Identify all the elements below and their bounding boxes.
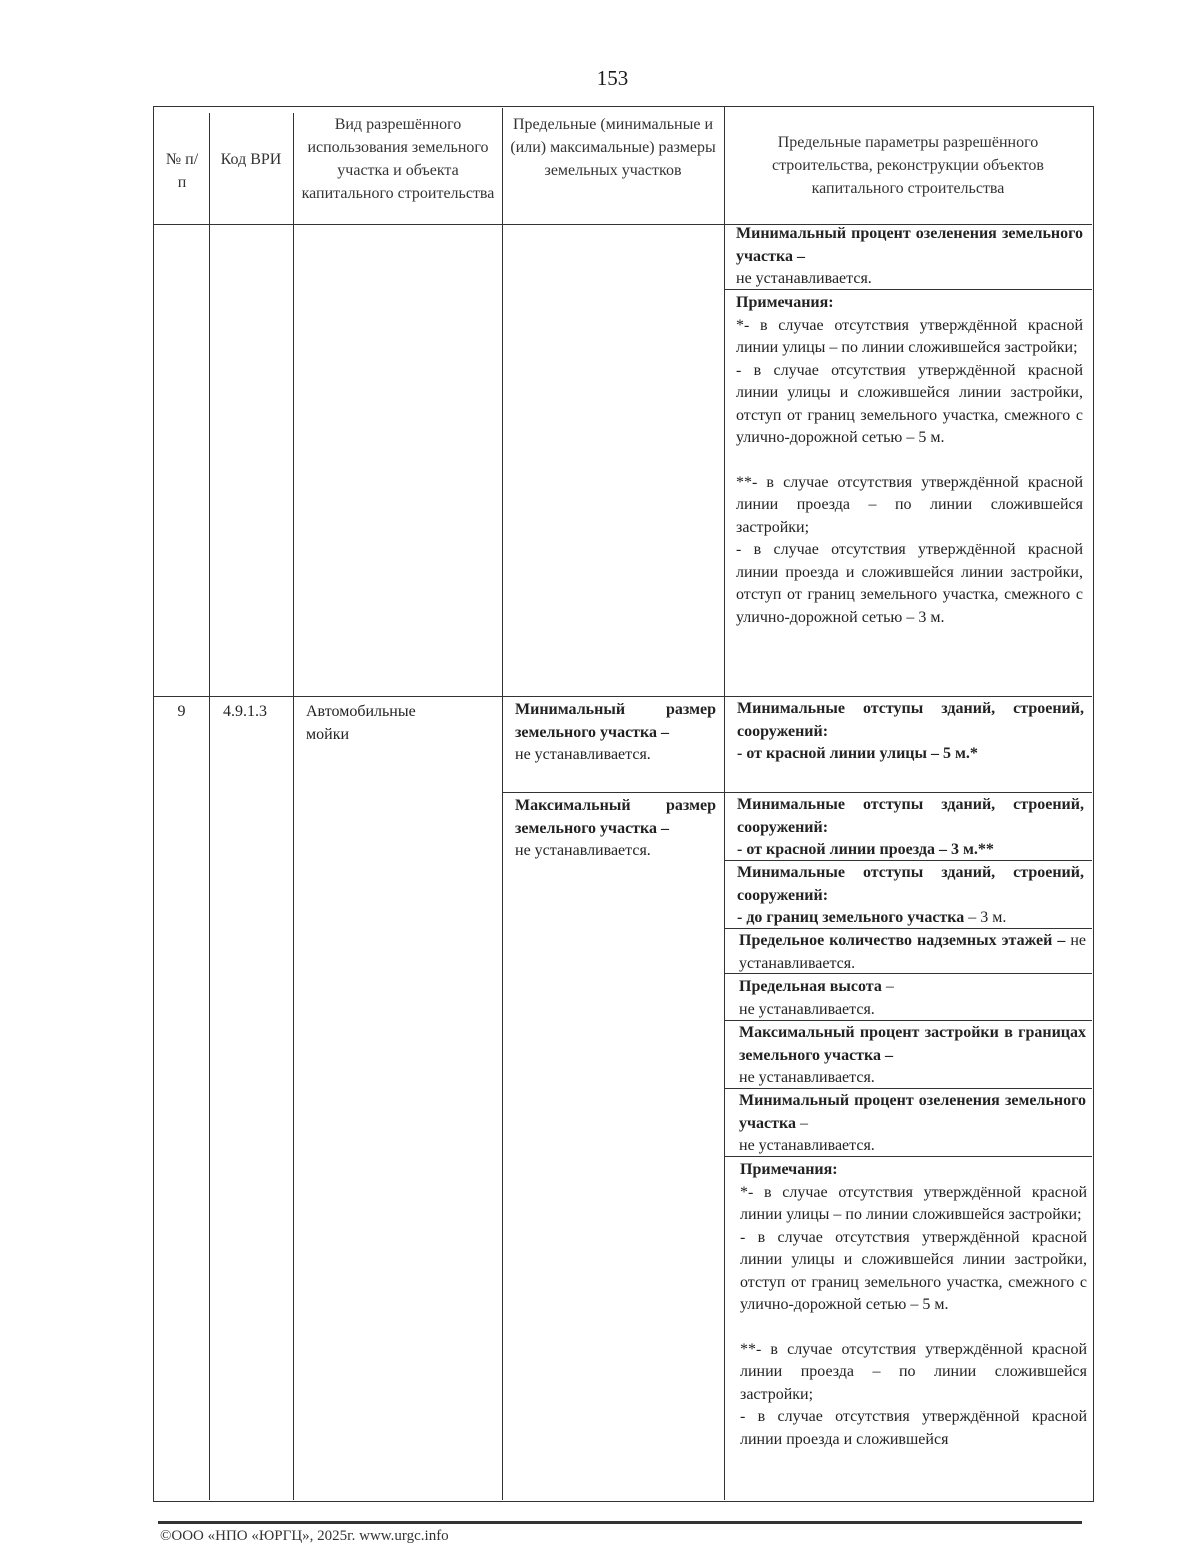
min-size-cell xyxy=(515,699,716,767)
header-params: Предельные параметры разрешённого строительства, реконструкции объектов капитального строительства xyxy=(772,134,1044,197)
min-size-label: Минимальный размер земельного участка – xyxy=(515,701,716,741)
note-4: - в случае отсутствия утверждённой красной линии проезда и сложившейся линии застройки, отступ от границ земельного участка, смежного с улично-дорожной сетью – 3 м. xyxy=(736,541,1083,626)
notes-title: Примечания: xyxy=(736,294,834,311)
param-height xyxy=(739,976,1086,1021)
param-floors xyxy=(739,930,1086,975)
param-dash: – xyxy=(795,1114,808,1132)
notes-cell-top xyxy=(736,292,1083,629)
note-3: **- в случае отсутствия утверждённой красной линии проезда – по линии сложившейся застройки; xyxy=(736,473,1083,536)
note-1: *- в случае отсутствия утверждённой красной линии улицы – по линии сложившейся застройки; xyxy=(736,316,1083,356)
param-setback-passage xyxy=(737,794,1084,862)
param-label: Минимальные отступы зданий, строений, сооружений: xyxy=(737,700,1084,740)
footer-rule xyxy=(158,1521,1082,1524)
green-label: Минимальный процент озеленения земельного участка – xyxy=(736,225,1083,265)
max-size-value: не устанавливается. xyxy=(515,842,651,859)
param-value: - от красной линии проезда – 3 м.** xyxy=(737,841,994,858)
param-label: Предельное количество надземных этажей – xyxy=(739,932,1066,949)
param-value: не устанавливается. xyxy=(739,932,1086,972)
header-kind: Вид разрешённого использования земельного участка и объекта капитального строительства xyxy=(301,116,495,202)
page-number: 153 xyxy=(596,66,629,90)
header-code: Код ВРИ xyxy=(220,151,282,168)
param-value: - от красной линии улицы – 5 м.* xyxy=(737,745,978,762)
notes-title: Примечания: xyxy=(740,1161,838,1178)
param-value-rest: – 3 м. xyxy=(964,909,1007,926)
cell-rule xyxy=(724,792,1092,793)
param-height-label xyxy=(739,976,1086,999)
cell-rule xyxy=(502,792,724,793)
notes-cell-row9 xyxy=(740,1159,1087,1451)
param-label: Минимальные отступы зданий, строений, сооружений: xyxy=(737,864,1084,904)
param-setback-border xyxy=(737,862,1084,930)
param-dash: – xyxy=(881,978,894,995)
param-value: не устанавливается. xyxy=(739,1069,875,1086)
footer-copyright: ©ООО «НПО «ЮРГЦ», 2025г. www.urgc.info xyxy=(160,1528,449,1544)
param-value-bold: - до границ земельного участка xyxy=(737,909,965,926)
col-divider xyxy=(724,106,725,1500)
note-1: *- в случае отсутствия утверждённой красной линии улицы – по линии сложившейся застройки; xyxy=(740,1183,1087,1223)
green-value: не устанавливается. xyxy=(736,270,872,287)
note-2: - в случае отсутствия утверждённой красной линии улицы и сложившейся линии застройки, отступ от границ земельного участка, смежного с улично-дорожной сетью – 5 м. xyxy=(736,361,1083,446)
col-divider xyxy=(502,108,503,1500)
param-greening xyxy=(739,1090,1086,1158)
row-rule xyxy=(153,696,1092,697)
param-floors-text xyxy=(739,930,1086,975)
min-size-value: не устанавливается. xyxy=(515,746,651,763)
note-2: - в случае отсутствия утверждённой красной линии улицы и сложившейся линии застройки, отступ от границ земельного участка, смежного с улично-дорожной сетью – 5 м. xyxy=(740,1228,1087,1313)
row9-num: 9 xyxy=(177,703,186,720)
max-size-label: Максимальный размер земельного участка – xyxy=(515,797,716,837)
param-setback-street xyxy=(737,698,1084,766)
note-3: **- в случае отсутствия утверждённой красной линии проезда – по линии сложившейся застройки; xyxy=(740,1340,1087,1403)
param-coverage xyxy=(739,1022,1086,1090)
param-value: не устанавливается. xyxy=(739,1137,875,1154)
green-cell-top xyxy=(736,223,1083,291)
param-value: не устанавливается. xyxy=(739,1000,875,1018)
param-label: Максимальный процент застройки в границах земельного участка – xyxy=(739,1024,1086,1064)
param-value xyxy=(737,907,1084,930)
param-label: Минимальные отступы зданий, строений, сооружений: xyxy=(737,796,1084,836)
col-divider xyxy=(209,113,210,1500)
header-num: № п/п xyxy=(165,151,199,191)
row9-code: 4.9.1.3 xyxy=(223,703,267,720)
max-size-cell xyxy=(515,795,716,863)
param-greening-label xyxy=(739,1090,1086,1135)
param-label: Предельная высота xyxy=(739,978,882,995)
param-label: Минимальный процент озеленения земельного участка xyxy=(739,1092,1086,1132)
header-sizes: Предельные (минимальные и (или) максимальные) размеры земельных участков xyxy=(510,116,716,179)
row9-kind: Автомобильные мойки xyxy=(306,703,416,743)
note-4: - в случае отсутствия утверждённой красной линии проезда и сложившейся xyxy=(740,1408,1087,1448)
col-divider xyxy=(293,113,294,1500)
